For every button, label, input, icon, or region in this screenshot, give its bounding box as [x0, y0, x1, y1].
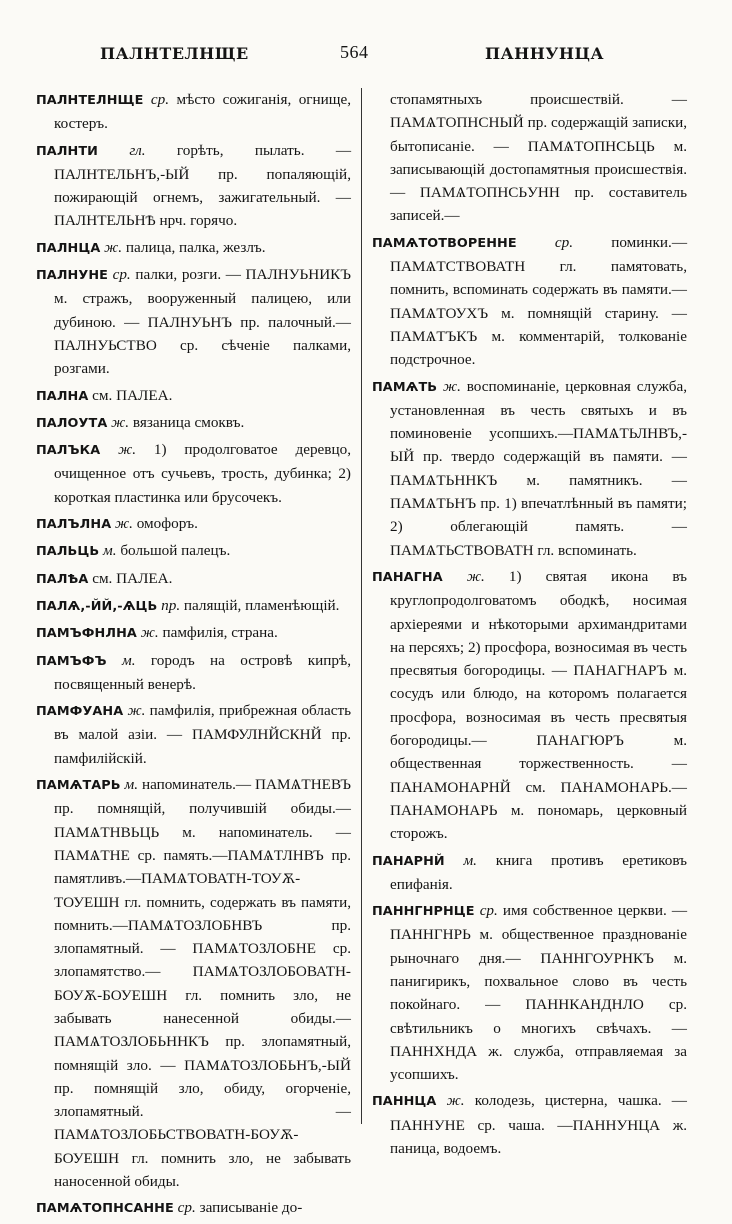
- entry-headword: ПАННГНРНЦЕ: [372, 904, 475, 920]
- left-column: [36, 88, 351, 1224]
- right-guide-word: ПАННУНЦА: [485, 44, 604, 63]
- entry-grammar: ж.: [442, 377, 461, 395]
- dictionary-entry: [36, 263, 351, 380]
- entry-headword: ПАЛНТЕЛНЩЕ: [36, 93, 144, 108]
- entry-grammar: м.: [463, 851, 477, 869]
- entry-definition: омофоръ.: [136, 515, 198, 533]
- entry-definition: памфилія, страна.: [162, 624, 278, 642]
- dictionary-entry: [36, 512, 351, 536]
- entry-grammar: ж.: [115, 515, 133, 533]
- page-number: 564: [340, 42, 369, 62]
- dictionary-entry: [36, 139, 351, 233]
- entry-grammar: ср.: [150, 91, 170, 108]
- dictionary-entry: [36, 236, 351, 260]
- entry-grammar: пр.: [161, 596, 181, 614]
- entry-headword: ПАНАГНА: [372, 569, 443, 585]
- entry-definition: мѣсто сожиганія, огнище, костеръ.: [54, 91, 352, 133]
- column-divider: [361, 88, 362, 1124]
- dictionary-entry: [36, 1196, 351, 1220]
- dictionary-entry: [372, 231, 687, 372]
- entry-headword: ПАЛНА: [36, 388, 89, 404]
- entry-headword: ПАНАРНЙ: [372, 853, 445, 869]
- dictionary-entry: [36, 621, 351, 645]
- right-column: [372, 88, 687, 1163]
- entry-headword: ПАМЪФНЛНА: [36, 626, 137, 642]
- entry-headword: ПАМѦТОТВОРЕННЕ: [372, 235, 517, 251]
- dictionary-entry: [372, 565, 687, 846]
- entry-headword: ПАЛѢА: [36, 571, 89, 587]
- entry-headword: ПАЛѦ,-ЙЙ,-ѦЦЬ: [36, 598, 158, 614]
- entry-headword: ПАЛНТИ: [36, 143, 98, 159]
- entry-grammar: м.: [124, 776, 139, 794]
- entry-grammar: гл.: [129, 141, 146, 159]
- entry-headword: ПАМѦТОПНСАННЕ: [36, 1201, 174, 1217]
- entry-definition: городъ на островѣ кипрѣ, посвященный венерѣ.: [54, 651, 352, 693]
- entry-headword: ПАМѦТЬ: [372, 379, 438, 395]
- dictionary-entry: [372, 88, 687, 228]
- entry-definition: напоминатель.— ПАМѦТНЕВЪ пр. помнящій, получившій обиды.—ПАМѦТНВЬЦЬ м. напоминатель. — ПАМѦТНЕ ср. память.—ПАМѦТЛНВЪ пр. памятливъ.—ПАМѦТОВАТН-ТОУѪ-ТОУЕШН гл. помнить, содержать въ памяти, помнить.—ПАМѦТОЗЛОБНВЪ пр. злопамятный. — ПАМѦТОЗЛОБНЕ ср. злопамятство.— ПАМѦТОЗЛОБОВАТН-БОУѪ-БОУЕШН гл. помнить зло, не забывать нанесенной обиды.—ПАМѦТОЗЛОБЬННКЪ пр. злопамятный, помнящій зло. — ПАМѦТОЗЛОБЬНЪ,-ЫЙ пр. помнящій зло, обиду, огорченіе, злопамятный. — ПАМѦТОЗЛОБЬСТВОВАТН-БОУѪ-БОУЕШН гл. помнить зло, не забывать наносенной обиды.: [54, 776, 351, 1191]
- entry-grammar: м.: [122, 651, 136, 669]
- dictionary-entry: [36, 88, 351, 136]
- dictionary-entry: [36, 438, 351, 509]
- entry-headword: ПАМФУАНА: [36, 704, 124, 720]
- dictionary-entry: [372, 899, 687, 1086]
- entry-grammar: ж.: [127, 702, 146, 720]
- left-guide-word: ПАЛНТЕЛНЩЕ: [100, 44, 249, 63]
- dictionary-entry: [372, 375, 687, 562]
- entry-headword: ПАННЦА: [372, 1094, 437, 1110]
- entry-definition: воспоминаніе, церковная служба, установленная въ честь святыхъ и въ поминовеніе усопшихъ.—ПАМѦТЬЛНВЪ,-ЫЙ пр. твердо содержащій въ памяти. — ПАМѦТЬННКЪ м. памятникъ. — ПАМѦТЬНЪ пр. 1) впечатлѣнный въ памяти; 2) облегающій память. — ПАМѦТЬСТВОВАТН гл. вспоминать.: [390, 377, 687, 559]
- entry-grammar: ср.: [112, 266, 131, 284]
- entry-definition: горѣть, пылать. — ПАЛНТЕЛЬНЪ,-ЫЙ пр. попаляющій, пожирающій огнемъ, зажигательный. — ПАЛНТЕЛЬНѢ нрч. горячо.: [54, 141, 352, 230]
- entry-definition: стопамятныхъ происшествій. — ПАМѦТОПНСНЫЙ пр. содержащій записки, бытописаніе. — ПАМѦТОПНСЬЦЬ м. записывающій достопамятныя происшествія. — ПАМѦТОПНСЬУНН пр. составитель записей.—: [390, 91, 687, 225]
- entry-definition: вязаница смоквъ.: [132, 413, 245, 431]
- entry-grammar: ж.: [111, 413, 130, 431]
- entry-headword: ПАЛЪКА: [36, 443, 101, 459]
- entry-definition: большой палецъ.: [120, 542, 231, 560]
- entry-definition: палица, палка, жезлъ.: [125, 238, 266, 256]
- entry-headword: ПАМЪФЪ: [36, 653, 107, 669]
- entry-definition: см. ПАЛЕА.: [92, 386, 173, 404]
- entry-definition: памфилія, прибрежная область въ малой азіи. — ПАМФУЛНЙСКНЙ пр. памфилійскій.: [54, 702, 352, 767]
- entry-definition: 1) продолговатое деревцо, очищенное отъ сучьевъ, трость, дубинка; 2) короткая пластинка или брусочекъ.: [54, 441, 351, 506]
- entry-definition: записываніе до-: [199, 1199, 303, 1217]
- entry-headword: ПАЛНЦА: [36, 240, 101, 256]
- entry-grammar: ж.: [140, 624, 159, 642]
- entry-definition: см. ПАЛЕА.: [92, 569, 173, 587]
- entry-grammar: ж.: [466, 567, 485, 585]
- entry-grammar: ср.: [479, 902, 498, 920]
- entry-definition: книга противъ еретиковъ епифанія.: [390, 851, 687, 893]
- entry-grammar: ж.: [118, 441, 137, 459]
- entry-headword: ПАМѦТАРЬ: [36, 778, 121, 794]
- dictionary-entry: [36, 594, 351, 618]
- entry-headword: ПАЛОУТА: [36, 415, 108, 431]
- entry-definition: имя собственное церкви. — ПАННГНРЬ м. общественное празднованіе рыночнаго дня.— ПАННГОУРНКЪ м. панигирикъ, похвальное слово въ честь покойнаго. — ПАННКАНДНЛО ср. свѣтильникъ о многихъ свѣчахъ. — ПАННХНДА ж. служба, отправляемая за усопшихъ.: [390, 902, 688, 1084]
- entry-definition: палки, розги. — ПАЛНУЬНИКЪ м. стражъ, вооруженный палицею, или дубиною. — ПАЛНУЬНЪ пр. палочный.—ПАЛНУЬСТВО ср. сѣченіе палками, розгами.: [54, 266, 352, 378]
- entry-definition: поминки.—ПАМѦТСТВОВАТН гл. памятовать, помнить, вспоминать содержать въ памяти.—ПАМѦТОУХЪ м. помнящій старину. — ПАМѦТЪКЪ м. комментарій, толкованіе подстрочное.: [390, 233, 688, 369]
- entry-definition: колодезь, цистерна, чашка. —ПАННУНЕ ср. чаша. —ПАННУНЦА ж. паница, водоемъ.: [390, 1092, 687, 1158]
- entry-grammar: ж.: [104, 238, 123, 256]
- dictionary-entry: [372, 1089, 687, 1160]
- dictionary-entry: [36, 567, 351, 591]
- dictionary-entry: [36, 773, 351, 1193]
- entry-grammar: ср.: [177, 1199, 196, 1217]
- entry-headword: ПАЛЬЦЬ: [36, 544, 100, 560]
- dictionary-entry: [372, 849, 687, 897]
- entry-grammar: м.: [103, 542, 117, 560]
- entry-headword: ПАЛЪЛНА: [36, 517, 112, 533]
- dictionary-entry: [36, 649, 351, 697]
- dictionary-entry: [36, 411, 351, 435]
- dictionary-entry: [36, 699, 351, 770]
- entry-headword: ПАЛНУНЕ: [36, 268, 108, 284]
- entry-definition: палящій, пламенѣющій.: [183, 596, 340, 614]
- entry-definition: 1) святая икона въ круглопродолговатомъ ободкѣ, носимая архіереями и нѣкоторыми архимандритами на персяхъ; 2) просфора, возносимая въ честь пресвятыя богородицы. — ПАНАГНАРЪ м. сосудъ или блюдо, на которомъ полагается просфора, возносимая въ честь пресвятыя богородицы.— ПАНАГЮРЪ м. общественная торжественность. — ПАНАМОНАРНЙ см. ПАНАМОНАРЬ.—ПАНАМОНАРЬ м. пономарь, церковный сторожъ.: [390, 567, 687, 843]
- dictionary-entry: [36, 539, 351, 563]
- entry-grammar: ср.: [554, 233, 574, 251]
- entry-grammar: ж.: [446, 1092, 465, 1110]
- dictionary-entry: [36, 384, 351, 408]
